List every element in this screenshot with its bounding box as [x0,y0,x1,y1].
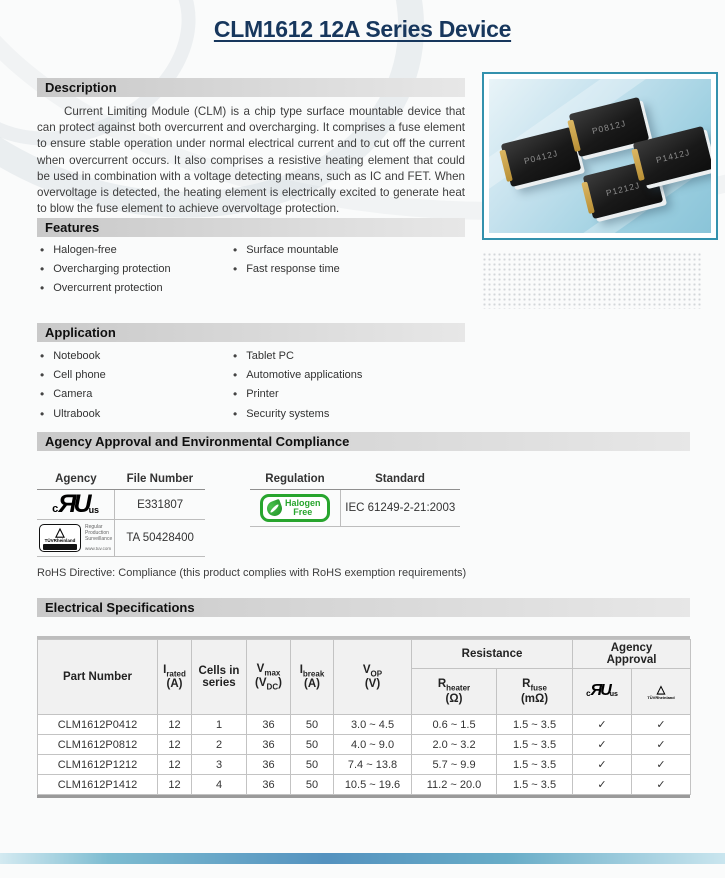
check-icon: ✓ [632,755,691,775]
vop-value: 7.4 ~ 13.8 [334,755,412,775]
table-row [250,490,460,527]
feature-item [40,260,225,279]
regulation-standard-table [250,472,460,527]
tuv-side-line: Surveillance [85,536,113,542]
vmax-value: 36 [247,715,291,735]
application-label: Ultrabook [53,407,101,420]
spec-row [38,755,691,775]
ul-logo: c ЯU us [586,682,618,699]
feature-item [40,279,225,298]
standard-value: IEC 61249-2-21:2003 [340,490,460,527]
regulation-column-header: Regulation [250,472,340,490]
vmax-value: 36 [247,755,291,775]
rohs-note: RoHS Directive: Compliance (this product complies with RoHS exemption requirements) [37,567,467,579]
feature-item [233,260,433,279]
chip-label: P0412J [522,147,560,167]
bullet-icon: • [40,280,45,295]
dots-pattern [482,252,701,309]
file-number-column-header: File Number [115,472,205,490]
application-label: Camera [53,388,93,401]
halogen-label-line: Free [293,507,313,517]
spec-header-row-1 [38,640,691,669]
ul-logo-mark: ЯU [58,490,89,518]
bullet-icon: • [233,243,238,258]
rheater-value: 11.2 ~ 20.0 [412,775,497,795]
ul-logo-c: c [52,503,59,515]
check-icon: ✓ [632,715,691,735]
cells-value: 4 [192,775,247,795]
bullet-icon: • [233,387,238,402]
application-item [40,404,225,423]
application-item [233,404,443,423]
vmax-value: 36 [247,735,291,755]
vop-value: 10.5 ~ 19.6 [334,775,412,795]
irated-value: 12 [158,755,192,775]
application-list-left [40,346,225,423]
col-header-rfuse: $R_{fuse}$ (mΩ) [497,669,573,715]
irated-value: 12 [158,735,192,755]
col-group-resistance: Resistance [412,640,573,669]
product-photo-background [489,79,711,233]
check-icon: ✓ [632,735,691,755]
col-header-irated: $I_{rated}$ (A) [158,640,192,715]
table-row [37,520,205,557]
feature-label: Surface mountable [246,244,339,257]
chip-label: P1412J [654,146,692,166]
part-number: CLM1612P1212 [38,755,158,775]
tuv-logo [39,524,112,552]
file-number-value: TA 50428400 [115,520,205,557]
part-number: CLM1612P0812 [38,735,158,755]
col-header-vop: $V_{OP}$ (V) [334,640,412,715]
chip [501,127,582,187]
tuv-side-line: Production [85,530,109,536]
bullet-icon: • [40,348,45,363]
rfuse-value: 1.5 ~ 3.5 [497,735,573,755]
bullet-icon: • [40,367,45,382]
spec-table [37,639,691,795]
application-item [40,385,225,404]
vop-value: 3.0 ~ 4.5 [334,715,412,735]
application-item [40,365,225,384]
tuv-side-line: Regular [85,524,103,530]
col-header-ibreak: $I_{break}$ (A) [291,640,334,715]
table-header-row [37,472,205,490]
ibreak-value: 50 [291,715,334,735]
col-group-agency-approval: Agency Approval [573,640,691,669]
feature-label: Halogen-free [53,244,117,257]
section-bar-features: Features [37,218,465,237]
halogen-label-line: Halogen [284,498,321,508]
file-number-value: E331807 [115,490,205,520]
bullet-icon: • [40,406,45,421]
spec-table-wrapper [37,636,690,798]
feature-label: Overcharging protection [53,263,171,276]
halogen-free-logo-cell [250,490,340,527]
footer-accent-bar [0,853,725,864]
rheater-value: 2.0 ~ 3.2 [412,735,497,755]
rheater-value: 5.7 ~ 9.9 [412,755,497,775]
product-photo [482,72,718,240]
bullet-icon: • [233,262,238,277]
irated-value: 12 [158,715,192,735]
tuv-logo-bar [43,544,77,550]
tuv-logo-name: TÜVRheinland [44,538,76,543]
ibreak-value: 50 [291,755,334,775]
ibreak-value: 50 [291,775,334,795]
feature-item [233,241,433,260]
check-icon: ✓ [573,735,632,755]
bullet-icon: • [40,243,45,258]
standard-column-header: Standard [340,472,460,490]
feature-item [40,241,225,260]
section-bar-application: Application [37,323,465,342]
application-item [233,346,443,365]
col-header-vmax: $V_{max}$ $(V_{DC})$ [247,640,291,715]
table-row [37,490,205,520]
bullet-icon: • [40,262,45,277]
chip-label: P0812J [590,117,628,137]
description-text: Current Limiting Module (CLM) is a chip type surface mountable device that can protect against both overcurrent and overcharging. It comprises a fuse element to ensure stable operation under normal electrical current and to cut off the current when overcurrent occurs. It also comprises a resistive heating element that could be used in combination with a voltage detecting means, such as IC and FET. When overvoltage is detected, the heating element is electrically excited to generate heat to blow the fuse element to achieve overvoltage protection. [37,105,465,216]
halogen-free-logo [260,494,330,522]
col-header-part-number: Part Number [38,640,158,715]
application-item [40,346,225,365]
vmax-value: 36 [247,775,291,795]
cells-value: 2 [192,735,247,755]
tuv-triangle-icon: △ [55,525,65,539]
irated-value: 12 [158,775,192,795]
tuv-url: www.tuv.com [85,546,112,551]
section-bar-description: Description [37,78,465,97]
check-icon: ✓ [573,755,632,775]
halogen-free-label [285,499,321,517]
bullet-icon: • [233,406,238,421]
application-label: Tablet PC [246,349,294,362]
application-label: Notebook [53,349,101,362]
feature-label: Fast response time [246,263,340,276]
chip-label: P1212J [604,179,642,199]
application-item [233,365,443,384]
ibreak-value: 50 [291,735,334,755]
bullet-icon: • [233,367,238,382]
agency-file-table [37,472,205,557]
section-bar-electrical-specifications: Electrical Specifications [37,598,690,617]
spec-row [38,715,691,735]
tuv-logo-side-text [85,524,112,552]
check-icon: ✓ [573,715,632,735]
section-bar-agency-approval: Agency Approval and Environmental Compliance [37,432,690,451]
features-list-left [40,241,225,297]
tuv-logo: △ TÜVRheinland [647,683,675,700]
cells-value: 1 [192,715,247,735]
application-item [233,385,443,404]
col-header-rheater: $R_{heater}$ (Ω) [412,669,497,715]
table-header-row [250,472,460,490]
agency-column-header: Agency [37,472,115,490]
application-label: Security systems [246,407,330,420]
col-header-ul-logo [573,669,632,715]
leaf-icon [265,498,284,517]
rheater-value: 0.6 ~ 1.5 [412,715,497,735]
ul-logo [52,490,100,518]
part-number: CLM1612P0412 [38,715,158,735]
spec-row [38,775,691,795]
bullet-icon: • [233,348,238,363]
application-label: Cell phone [53,368,106,381]
rfuse-value: 1.5 ~ 3.5 [497,755,573,775]
bullet-icon: • [40,387,45,402]
features-list-right [233,241,433,279]
col-header-tuv-logo [632,669,691,715]
part-number: CLM1612P1412 [38,775,158,795]
spec-row [38,735,691,755]
tuv-logo-cell [37,520,115,557]
rfuse-value: 1.5 ~ 3.5 [497,715,573,735]
application-label: Printer [246,388,279,401]
ul-logo-cell [37,490,115,520]
application-list-right [233,346,443,423]
page-title: CLM1612 12A Series Device [213,16,512,42]
col-header-cells-in-series: Cells in series [192,640,247,715]
check-icon: ✓ [573,775,632,795]
check-icon: ✓ [632,775,691,795]
application-label: Automotive applications [246,368,363,381]
feature-label: Overcurrent protection [53,281,163,294]
rfuse-value: 1.5 ~ 3.5 [497,775,573,795]
cells-value: 3 [192,755,247,775]
ul-logo-us: us [88,505,100,515]
tuv-logo-box [39,524,81,552]
vop-value: 4.0 ~ 9.0 [334,735,412,755]
